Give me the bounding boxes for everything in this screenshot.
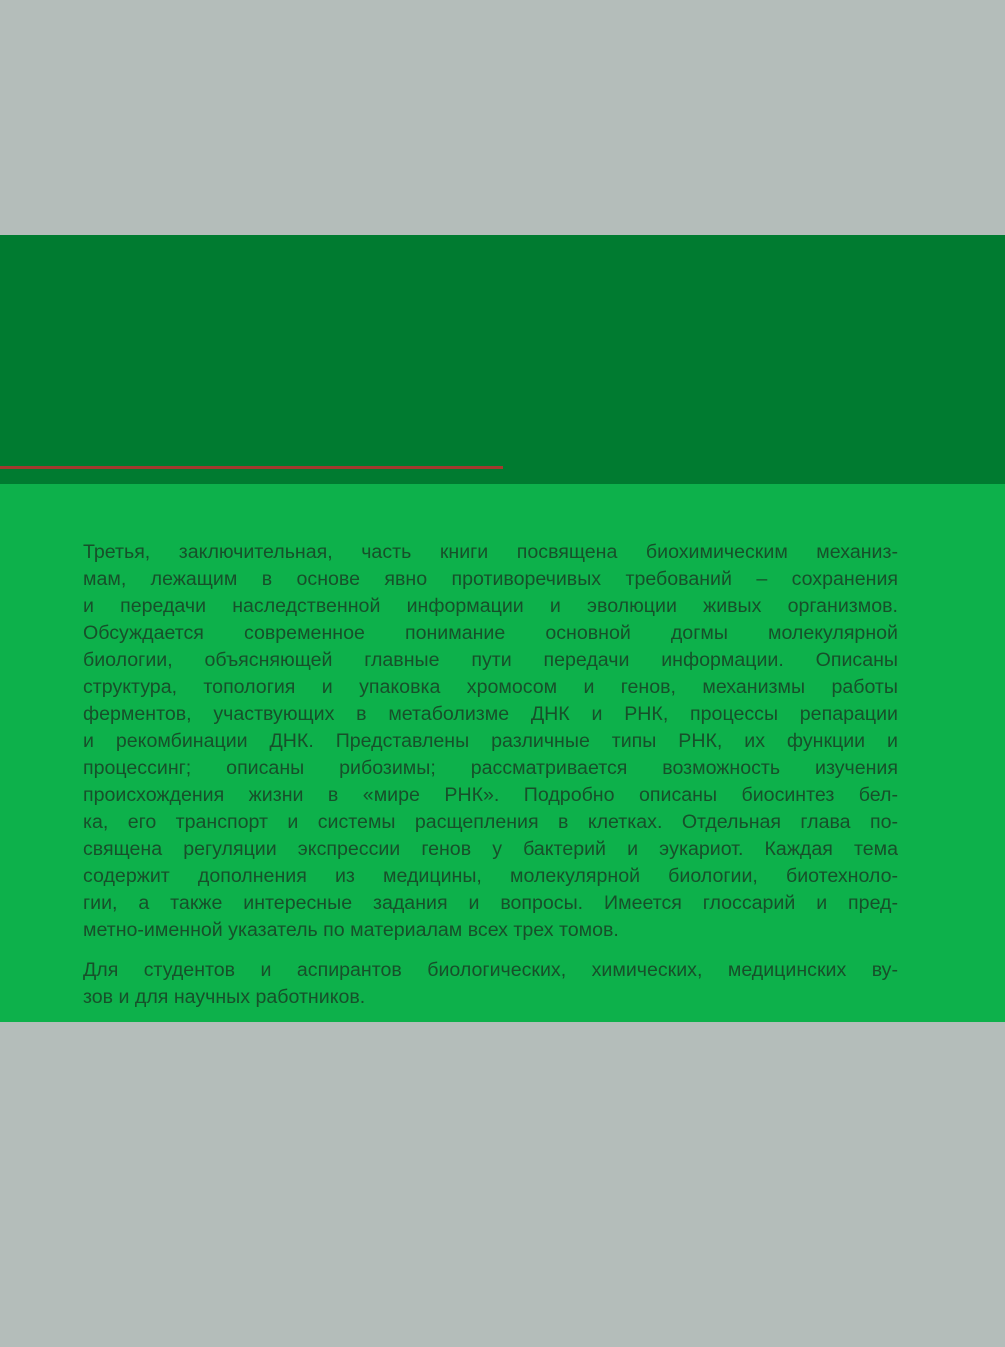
bottom-gray-band xyxy=(0,1022,1005,1347)
text-line: Обсуждается современное понимание основной догмы молекулярной xyxy=(83,622,898,644)
text-line: гии, а также интересные задания и вопросы. Имеется глоссарий и пред- xyxy=(83,892,898,914)
text-line: зов и для научных работников. xyxy=(83,986,366,1008)
text-line: процессинг; описаны рибозимы; рассматривается возможность изучения xyxy=(83,757,898,779)
text-line: биологии, объясняющей главные пути передачи информации. Описаны xyxy=(83,649,898,671)
text-line: происхождения жизни в «мире РНК». Подробно описаны биосинтез бел- xyxy=(83,784,898,806)
text-line: мам, лежащим в основе явно противоречивых требований – сохранения xyxy=(83,568,898,590)
annotation-text xyxy=(83,539,898,1011)
text-line: Третья, заключительная, часть книги посвящена биохимическим механиз- xyxy=(83,541,898,563)
text-line: метно-именной указатель по материалам всех трех томов. xyxy=(83,919,619,941)
text-line: и рекомбинации ДНК. Представлены различные типы РНК, их функции и xyxy=(83,730,898,752)
text-line: ка, его транспорт и системы расщепления в клетках. Отдельная глава по- xyxy=(83,811,898,833)
red-rule-line xyxy=(0,466,503,469)
text-line: и передачи наследственной информации и эволюции живых организмов. xyxy=(83,595,898,617)
annotation-paragraph-1 xyxy=(83,539,898,944)
text-line: ферментов, участвующих в метаболизме ДНК и РНК, процессы репарации xyxy=(83,703,898,725)
dark-green-band xyxy=(0,235,1005,484)
text-line: содержит дополнения из медицины, молекулярной биологии, биотехноло- xyxy=(83,865,898,887)
text-line: структура, топология и упаковка хромосом и генов, механизмы работы xyxy=(83,676,898,698)
annotation-paragraph-2 xyxy=(83,957,898,1011)
text-line: священа регуляции экспрессии генов у бактерий и эукариот. Каждая тема xyxy=(83,838,898,860)
top-gray-band xyxy=(0,0,1005,235)
text-line: Для студентов и аспирантов биологических, химических, медицинских ву- xyxy=(83,959,898,981)
